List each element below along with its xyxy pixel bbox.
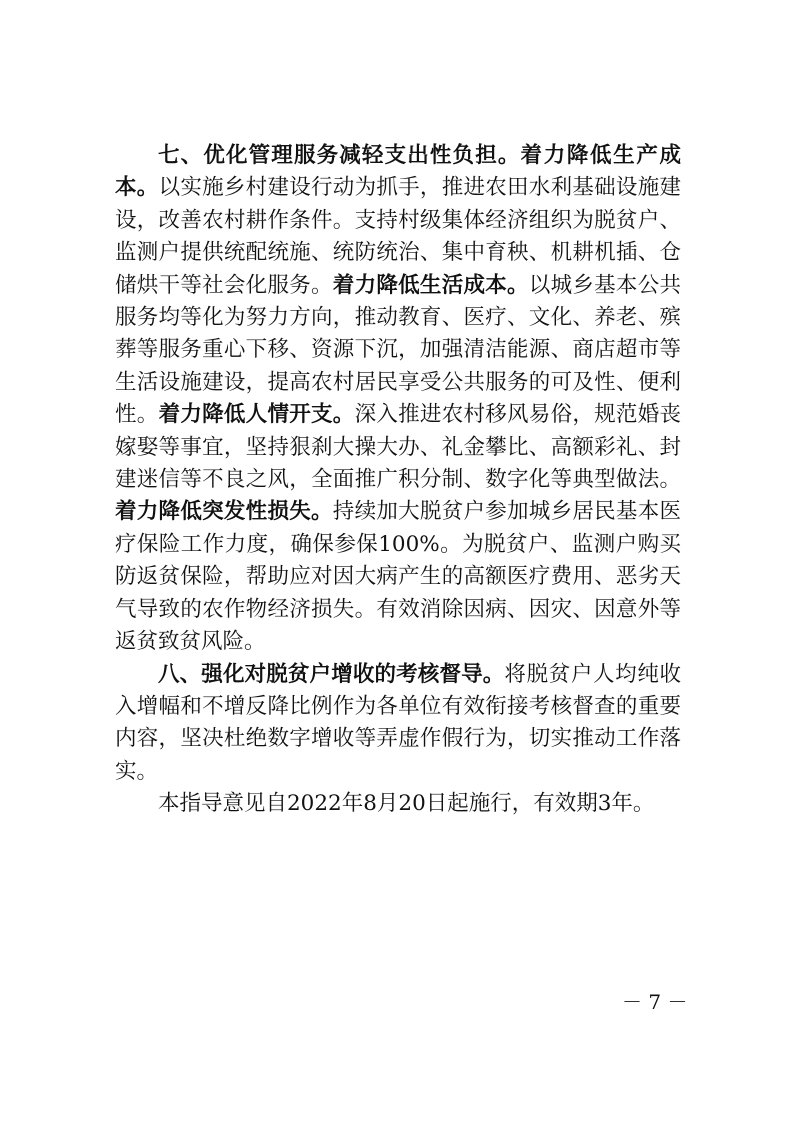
document-body: [115, 140, 681, 821]
section-7-heading: 七、优化管理服务减轻支出性负担。: [158, 143, 521, 168]
closing-paragraph: 本指导意见自2022年8月20日起施行，有效期3年。: [158, 791, 655, 817]
section-8-text: 将脱贫户人均纯收入增幅和不增反降比例作为各单位有效衔接考核督查的重要内容，坚决杜绝数字增收等弄虚作假行为，切实推动工作落实。: [115, 661, 681, 784]
section-7-paragraph: [115, 140, 681, 659]
section-7-sub2-title: 着力降低生活成本。: [332, 272, 529, 298]
section-7-sub3-text: 深入推进农村移风易俗，规范婚丧嫁娶等事宜，坚持狠刹大操大办、礼金攀比、高额彩礼、封建迷信等不良之风，全面推广积分制、数字化等典型做法。: [115, 402, 681, 493]
section-8-paragraph: [115, 659, 681, 789]
section-8-heading: 八、强化对脱贫户增收的考核督导。: [158, 661, 505, 687]
page-number: － 7 －: [622, 990, 688, 1014]
section-7-sub2-text: 以城乡基本公共服务均等化为努力方向，推动教育、医疗、文化、养老、殡葬等服务重心下移、资源下沉，加强清洁能源、商店超市等生活设施建设，提高农村居民享受公共服务的可及性、便利性。: [115, 272, 681, 428]
section-7-sub1-text: 以实施乡村建设行动为抓手，推进农田水利基础设施建设，改善农村耕作条件。支持村级集体经济组织为脱贫户、监测户提供统配统施、统防统治、集中育秧、机耕机插、仓储烘干等社会化服务。: [115, 175, 681, 298]
section-7-sub4-title: 着力降低突发性损失。: [115, 499, 333, 525]
section-7-sub1-title: 着力降低生产成本。: [115, 143, 681, 201]
section-7-sub3-title: 着力降低人情开支。: [158, 402, 355, 428]
section-7-sub4-text: 持续加大脱贫户参加城乡居民基本医疗保险工作力度，确保参保100%。为脱贫户、监测户购买防返贫保险，帮助应对因大病产生的高额医疗费用、恶劣天气导致的农作物经济损失。有效消除因病、因灾、因意外等返贫致贫风险。: [115, 499, 681, 655]
